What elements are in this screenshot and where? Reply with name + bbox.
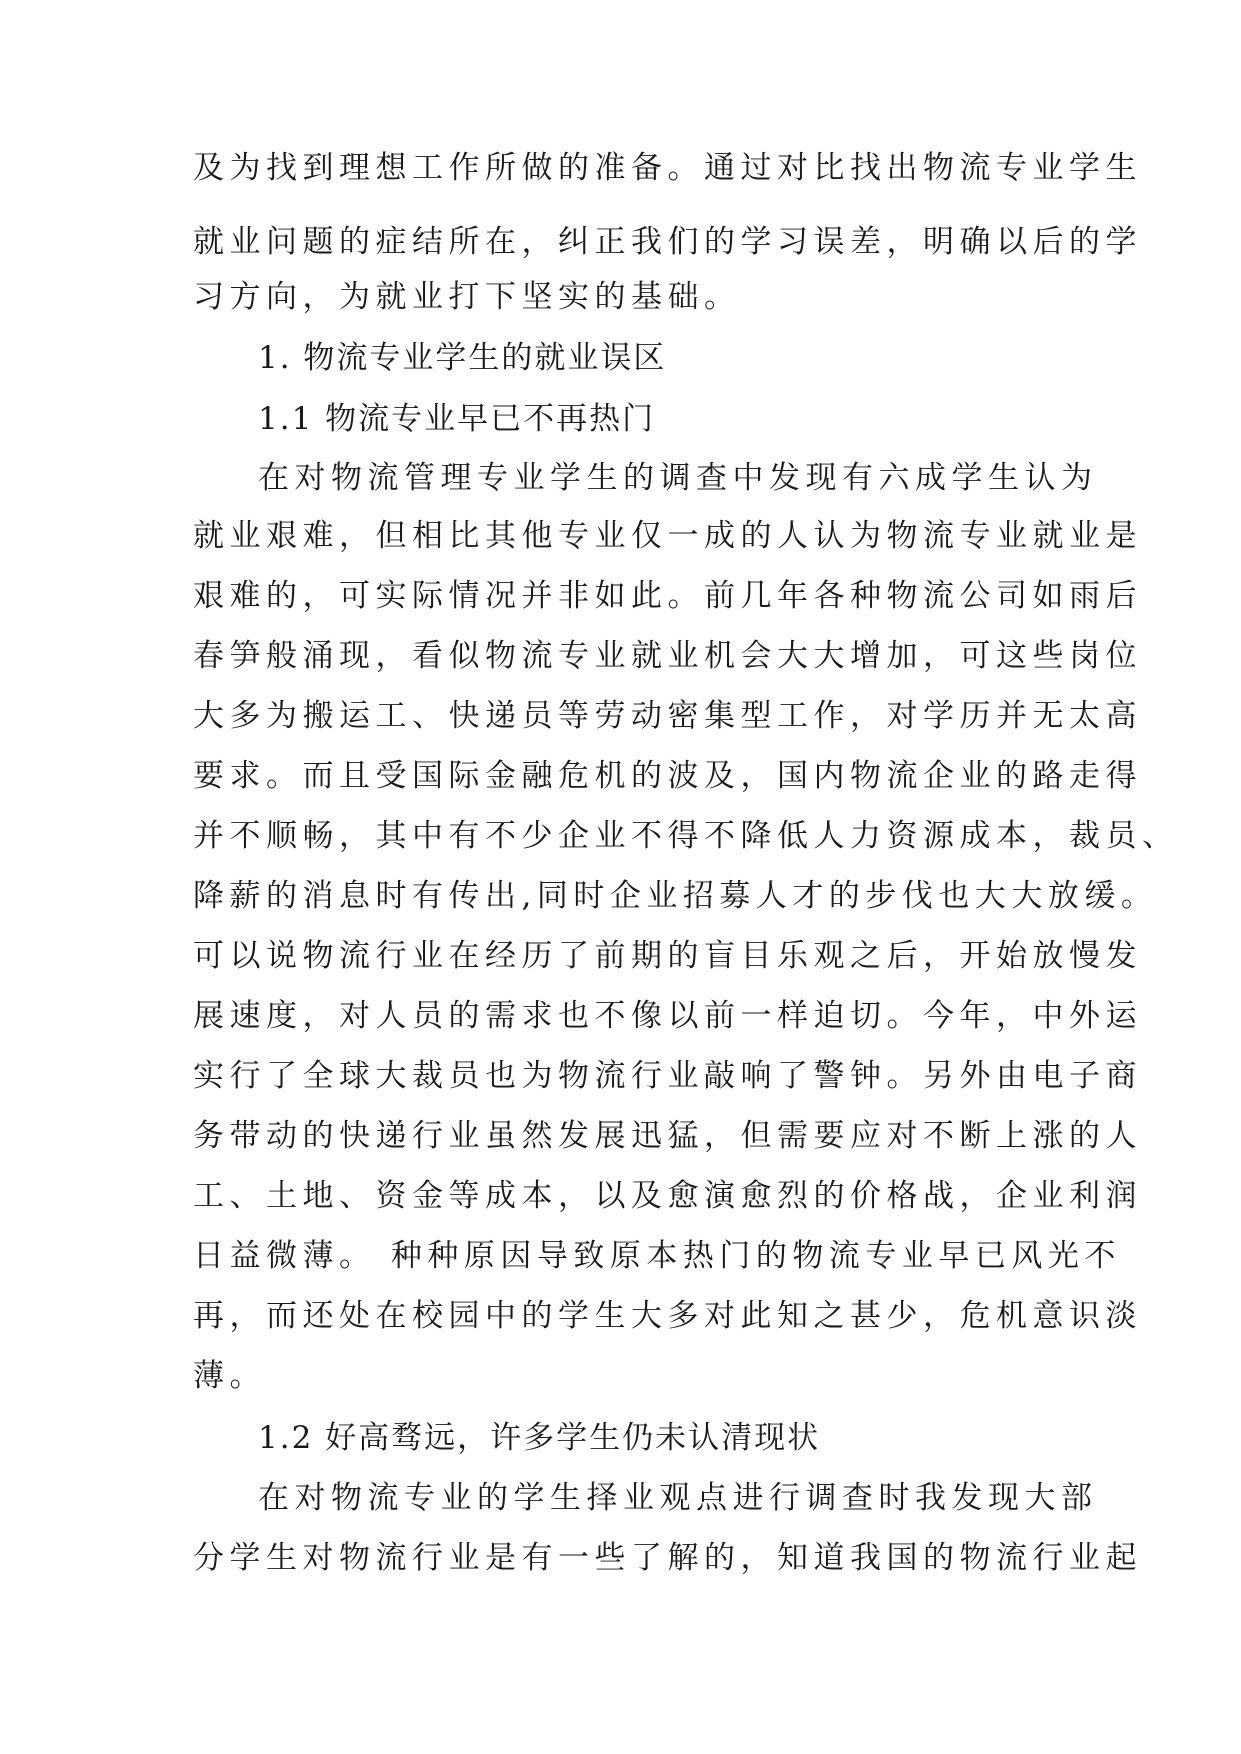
paragraph-line: 在对物流管理专业学生的调查中发现有六成学生认为 xyxy=(258,460,1098,496)
subsection-heading: 1.1 物流专业早已不再热门 xyxy=(258,401,656,437)
paragraph-line: 降薪的消息时有传出,同时企业招募人才的步伐也大大放缓。 xyxy=(193,878,1158,914)
paragraph-line: 就业艰难，但相比其他专业仅一成的人认为物流专业就业是 xyxy=(193,518,1142,554)
paragraph-line: 大多为搬运工、快递员等劳动密集型工作，对学历并无太高 xyxy=(193,698,1142,734)
section-heading: 1. 物流专业学生的就业误区 xyxy=(258,340,667,376)
paragraph-line: 在对物流专业的学生择业观点进行调查时我发现大部 xyxy=(258,1480,1098,1516)
paragraph-line: 日益微薄。 种种原因导致原本热门的物流专业早已风光不 xyxy=(193,1238,1121,1274)
paragraph-line: 可以说物流行业在经历了前期的盲目乐观之后，开始放慢发 xyxy=(193,938,1142,974)
paragraph-line: 要求。而且受国际金融危机的波及，国内物流企业的路走得 xyxy=(193,758,1142,794)
paragraph-line: 春笋般涌现，看似物流专业就业机会大大增加，可这些岗位 xyxy=(193,638,1142,674)
paragraph-line: 务带动的快递行业虽然发展迅猛，但需要应对不断上涨的人 xyxy=(193,1118,1142,1154)
paragraph-line: 工、土地、资金等成本，以及愈演愈烈的价格战，企业利润 xyxy=(193,1178,1142,1214)
paragraph-line: 艰难的，可实际情况并非如此。前几年各种物流公司如雨后 xyxy=(193,578,1142,614)
paragraph-line: 就业问题的症结所在，纠正我们的学习误差，明确以后的学 xyxy=(193,224,1142,260)
paragraph-line: 实行了全球大裁员也为物流行业敲响了警钟。另外由电子商 xyxy=(193,1058,1142,1094)
subsection-heading: 1.2 好高骛远，许多学生仍未认清现状 xyxy=(258,1420,821,1456)
paragraph-line: 展速度，对人员的需求也不像以前一样迫切。今年，中外运 xyxy=(193,998,1142,1034)
paragraph-line: 并不顺畅，其中有不少企业不得不降低人力资源成本，裁员、 xyxy=(193,818,1179,854)
paragraph-line: 习方向，为就业打下坚实的基础。 xyxy=(193,279,741,315)
paragraph-line: 薄。 xyxy=(193,1358,266,1394)
paragraph-line: 及为找到理想工作所做的准备。通过对比找出物流专业学生 xyxy=(193,150,1142,186)
paragraph-line: 分学生对物流行业是有一些了解的，知道我国的物流行业起 xyxy=(193,1540,1142,1576)
paragraph-line: 再，而还处在校园中的学生大多对此知之甚少，危机意识淡 xyxy=(193,1298,1142,1334)
